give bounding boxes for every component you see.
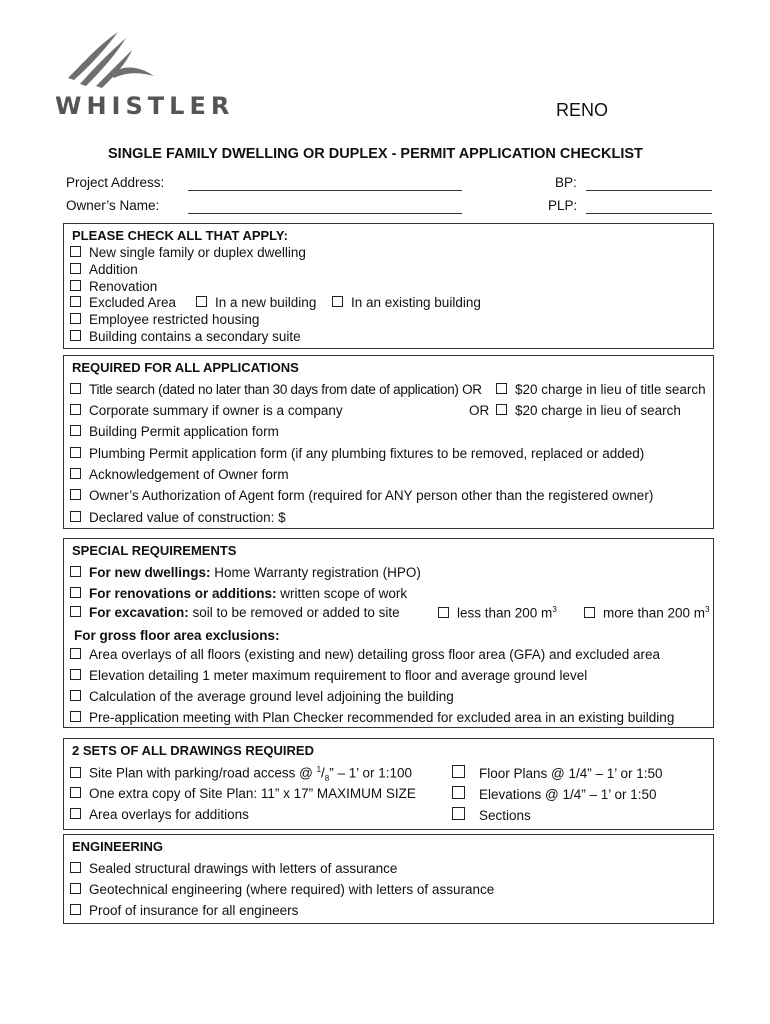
- checkbox-employee-housing[interactable]: [70, 312, 259, 327]
- checkbox-label: Sections: [479, 808, 531, 823]
- checkbox-ack[interactable]: [70, 467, 289, 482]
- checkbox-label: Area overlays of all floors (existing and new) detailing gross floor area (GFA) and excluded area: [89, 647, 661, 662]
- checkbox-icon[interactable]: [70, 296, 81, 307]
- special-heading: SPECIAL REQUIREMENTS: [72, 543, 237, 558]
- checkbox-new-dwelling[interactable]: [70, 245, 306, 260]
- whistler-logo-icon: [66, 30, 158, 90]
- checkbox-sections[interactable]: [452, 807, 531, 823]
- checkbox-gfa-calculation[interactable]: [70, 689, 454, 704]
- checkbox-renovation[interactable]: [70, 279, 157, 294]
- checkbox-label: Acknowledgement of Owner form: [89, 467, 289, 482]
- checkbox-label: soil to be removed or added to site: [188, 605, 400, 620]
- checkbox-icon[interactable]: [70, 468, 81, 479]
- checkbox-label: Home Warranty registration (HPO): [210, 565, 421, 580]
- checkbox-icon[interactable]: [70, 280, 81, 291]
- checkbox-icon[interactable]: [70, 587, 81, 598]
- checkbox-extra-copy[interactable]: [70, 786, 416, 801]
- checkbox-icon[interactable]: [70, 862, 81, 873]
- plp-label: PLP:: [548, 198, 578, 213]
- project-address-label: Project Address:: [66, 175, 165, 190]
- checkbox-label: Owner’s Authorization of Agent form (required for ANY person other than the registered owner): [89, 488, 654, 503]
- checkbox-plumbing[interactable]: [70, 446, 644, 461]
- checkbox-icon[interactable]: [196, 296, 207, 307]
- checkbox-icon[interactable]: [70, 313, 81, 324]
- checkbox-label: Building contains a secondary suite: [89, 329, 301, 344]
- checkbox-new-dwellings[interactable]: [70, 565, 421, 580]
- checkbox-icon[interactable]: [70, 404, 81, 415]
- checkbox-icon[interactable]: [70, 606, 81, 617]
- checkbox-label-bold: For excavation:: [89, 605, 189, 620]
- superscript: 3: [552, 605, 557, 614]
- checkbox-new-building[interactable]: [196, 295, 316, 310]
- checkbox-icon[interactable]: [70, 383, 81, 394]
- checkbox-icon[interactable]: [70, 246, 81, 257]
- checkbox-icon[interactable]: [70, 883, 81, 894]
- checkbox-icon[interactable]: [70, 711, 81, 722]
- checkbox-corporate[interactable]: [70, 403, 343, 418]
- owner-name-label: Owner’s Name:: [66, 198, 160, 213]
- drawings-heading: 2 SETS OF ALL DRAWINGS REQUIRED: [72, 743, 314, 758]
- checkbox-icon[interactable]: [438, 607, 449, 618]
- checkbox-declared[interactable]: [70, 510, 286, 525]
- checkbox-icon[interactable]: [496, 404, 507, 415]
- checkbox-label-suffix: ” – 1’ or 1:100: [329, 765, 413, 781]
- checkbox-label: Title search (dated no later than 30 days from date of application) OR: [89, 382, 482, 397]
- required-heading: REQUIRED FOR ALL APPLICATIONS: [72, 360, 299, 375]
- checkbox-gfa-overlays[interactable]: [70, 647, 660, 662]
- checkbox-more-200[interactable]: [584, 605, 710, 621]
- checkbox-icon[interactable]: [332, 296, 343, 307]
- checkbox-geotechnical[interactable]: [70, 882, 494, 897]
- superscript: 3: [705, 605, 710, 614]
- checkbox-icon[interactable]: [584, 607, 595, 618]
- checkbox-insurance[interactable]: [70, 903, 298, 918]
- bp-field[interactable]: [586, 176, 712, 191]
- checkbox-label: Building Permit application form: [89, 424, 279, 439]
- checkbox-excluded-area[interactable]: [70, 295, 176, 310]
- page-title: SINGLE FAMILY DWELLING OR DUPLEX - PERMIT APPLICATION CHECKLIST: [108, 146, 643, 162]
- checkbox-icon[interactable]: [70, 447, 81, 458]
- checkbox-label: Proof of insurance for all engineers: [89, 903, 299, 918]
- checkbox-icon[interactable]: [70, 904, 81, 915]
- checkbox-title-search-alt[interactable]: [496, 382, 706, 397]
- checkbox-label: Sealed structural drawings with letters of assurance: [89, 861, 398, 876]
- checkbox-excavation[interactable]: [70, 605, 400, 620]
- checkbox-icon[interactable]: [70, 263, 81, 274]
- checkbox-label-bold: For renovations or additions:: [89, 586, 277, 601]
- checkbox-corporate-alt[interactable]: [496, 403, 681, 418]
- checkbox-label: Pre-application meeting with Plan Checker recommended for excluded area in an existing building: [89, 710, 675, 725]
- checkbox-label: Renovation: [89, 279, 158, 294]
- checkbox-label: $20 charge in lieu of search: [515, 403, 681, 418]
- checkbox-gfa-elevation[interactable]: [70, 668, 587, 683]
- checkbox-bp-form[interactable]: [70, 424, 279, 439]
- checkbox-label: Elevations @ 1/4” – 1’ or 1:50: [479, 787, 657, 802]
- apply-heading: PLEASE CHECK ALL THAT APPLY:: [72, 228, 288, 243]
- checkbox-label: Area overlays for additions: [89, 807, 249, 822]
- reno-label: RENO: [556, 100, 609, 120]
- checkbox-label: Plumbing Permit application form (if any plumbing fixtures to be removed, replaced or added): [89, 446, 645, 461]
- project-address-field[interactable]: [188, 176, 462, 191]
- engineering-heading: ENGINEERING: [72, 839, 164, 854]
- checkbox-label: less than 200 m: [457, 605, 553, 621]
- checkbox-renovations[interactable]: [70, 586, 407, 601]
- logo-wordmark: WHISTLER: [55, 92, 235, 120]
- checkbox-label: Geotechnical engineering (where required) with letters of assurance: [89, 882, 495, 897]
- checkbox-agent[interactable]: [70, 488, 653, 503]
- checkbox-sealed[interactable]: [70, 861, 397, 876]
- checkbox-label: In a new building: [215, 295, 317, 310]
- checkbox-title-search[interactable]: [70, 382, 482, 397]
- checkbox-site-plan[interactable]: Site Plan with parking/road access @ $^1/_8$” – 1’ or 1:100: [70, 765, 412, 783]
- checkbox-label: $20 charge in lieu of title search: [515, 382, 706, 397]
- checkbox-secondary-suite[interactable]: [70, 329, 301, 344]
- checkbox-less-200[interactable]: [438, 605, 557, 621]
- checkbox-icon[interactable]: [452, 807, 465, 820]
- checkbox-icon[interactable]: [70, 669, 81, 680]
- checkbox-icon[interactable]: [70, 566, 81, 577]
- drawings-section: [63, 738, 714, 830]
- checkbox-existing-building[interactable]: [332, 295, 481, 310]
- checkbox-label: Site Plan with parking/road access @: [89, 765, 317, 781]
- checkbox-label: Employee restricted housing: [89, 312, 260, 327]
- or-label: OR: [469, 403, 490, 418]
- checkbox-label: Corporate summary if owner is a company: [89, 403, 343, 418]
- checkbox-addition[interactable]: [70, 262, 138, 277]
- checkbox-icon[interactable]: [452, 765, 465, 778]
- gfa-heading: For gross floor area exclusions:: [74, 628, 280, 643]
- checkbox-icon[interactable]: [70, 690, 81, 701]
- checkbox-icon[interactable]: [70, 489, 81, 500]
- checkbox-label-bold: For new dwellings:: [89, 565, 211, 580]
- checkbox-label: Addition: [89, 262, 138, 277]
- checkbox-label: Elevation detailing 1 meter maximum requirement to floor and average ground level: [89, 668, 588, 683]
- checkbox-label: One extra copy of Site Plan: 11” x 17” MAXIMUM SIZE: [89, 786, 416, 801]
- bp-label: BP:: [555, 175, 577, 190]
- checkbox-label: Excluded Area: [89, 295, 177, 310]
- engineering-section: [63, 834, 714, 924]
- apply-section: [63, 223, 714, 349]
- checkbox-label: written scope of work: [276, 586, 408, 601]
- required-section: [63, 355, 714, 529]
- checkbox-icon[interactable]: [452, 786, 465, 799]
- checkbox-label: Declared value of construction: $: [89, 510, 286, 525]
- checkbox-icon[interactable]: [70, 330, 81, 341]
- checkbox-icon[interactable]: [70, 808, 81, 819]
- checkbox-gfa-meeting[interactable]: [70, 710, 674, 725]
- checkbox-icon[interactable]: [70, 511, 81, 522]
- checkbox-icon[interactable]: [70, 648, 81, 659]
- checkbox-label: In an existing building: [351, 295, 481, 310]
- checkbox-label: Floor Plans @ 1/4” – 1’ or 1:50: [479, 766, 663, 781]
- checkbox-area-overlays[interactable]: [70, 807, 249, 822]
- owner-name-field[interactable]: [188, 199, 462, 214]
- checkbox-icon[interactable]: [70, 425, 81, 436]
- checkbox-label: New single family or duplex dwelling: [89, 245, 306, 260]
- special-section: [63, 538, 714, 728]
- checkbox-icon[interactable]: [70, 787, 81, 798]
- checkbox-elevations[interactable]: [452, 786, 657, 802]
- checkbox-label: Calculation of the average ground level adjoining the building: [89, 689, 454, 704]
- checkbox-icon[interactable]: [496, 383, 507, 394]
- fraction-numerator: 1: [316, 765, 322, 774]
- checkbox-floor-plans[interactable]: [452, 765, 663, 781]
- fraction-denominator: 8: [324, 774, 330, 784]
- plp-field[interactable]: [586, 199, 712, 214]
- checkbox-icon[interactable]: [70, 767, 81, 778]
- checkbox-label: more than 200 m: [603, 605, 706, 621]
